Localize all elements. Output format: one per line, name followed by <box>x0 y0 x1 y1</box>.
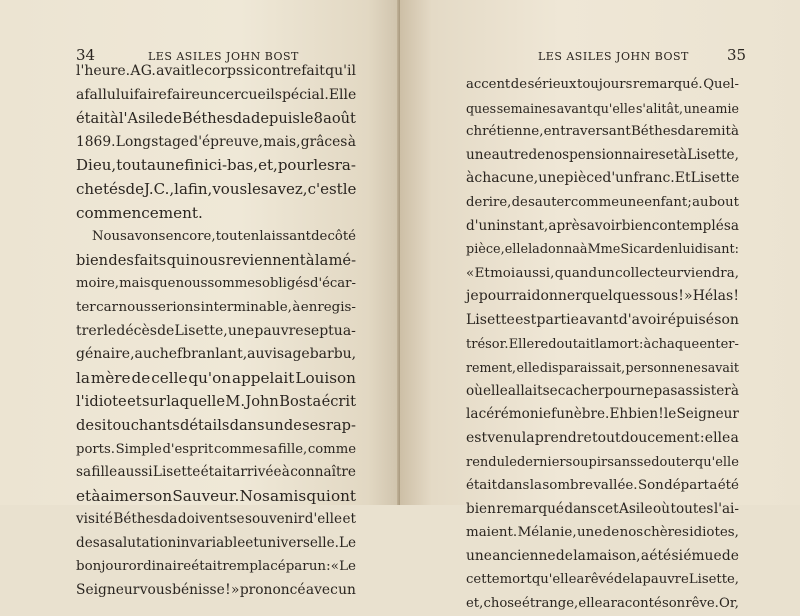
text-line: ports. Simple d'esprit comme sa fille, comme <box>76 441 356 457</box>
text-line: je pourrai donner quelques sous ! » Hélas ! <box>466 288 739 305</box>
text-line: à chacune, une pièce d'un franc. Et Lisette <box>466 170 740 187</box>
page-number: 35 <box>727 46 747 64</box>
text-line: trésor. Elle redoutait la mort : à chaque enter- <box>466 336 739 352</box>
left-page <box>0 0 400 599</box>
page-number: 34 <box>76 46 96 64</box>
text-line: maient. Mélanie, une de nos chères idiotes, <box>466 525 739 541</box>
text-line: la mère de celle qu'on appelait Louison <box>76 368 356 387</box>
text-line: a fallu lui faire faire un cercueil spécial. Elle <box>76 86 357 103</box>
text-line: rendu le dernier soupir sans se douter qu'elle <box>466 454 739 470</box>
text-line: et à aimer son Sauveur. Nos amis qui ont <box>76 486 356 505</box>
text-line: moire, mais que nous sommes obligés d'écar- <box>76 276 356 292</box>
text-line: commencement. <box>76 203 203 222</box>
text-line: visité Béthesda doivent se souvenir d'elle et <box>76 511 356 528</box>
text-line: ques semaines avant qu'elle s'alitât, une amie <box>466 100 739 116</box>
text-line: bonjour ordinaire était remplacé par un : « Le <box>76 559 356 575</box>
text-line: accent de sérieux toujours remarqué. Quel- <box>466 77 739 92</box>
text-line: ter car nous serions interminable, à enregis- <box>76 299 356 315</box>
text-line: une autre de nos pensionnaires et à Lisette, <box>466 146 739 163</box>
text-line: d'un instant, après avoir bien contemplé sa <box>466 217 739 234</box>
right-page <box>400 0 800 612</box>
text-line: de si touchants détails dans un de ses rap- <box>76 416 356 434</box>
text-line: pièce, elle la donna à Mme Sicard en lui disant : <box>466 242 739 258</box>
text-line: bien remarqué dans cet Asile où toutes l'ai- <box>466 500 739 517</box>
body-text <box>76 60 356 603</box>
text-line: Nous avons encore, tout en laissant de côté <box>92 229 356 245</box>
text-line: Lisette est partie avant d'avoir épuisé son <box>466 311 739 328</box>
text-line: chetés de J. C., la fin, vous le savez, c'est le <box>76 179 357 198</box>
text-line: est venu la prendre tout doucement : elle a <box>466 429 739 446</box>
text-line: l'idiote et sur laquelle M. John Bost a écrit <box>76 393 356 411</box>
text-line: rement, elle disparaissait, personne ne savait <box>466 360 739 376</box>
body-text <box>466 73 739 616</box>
running-head: LES ASILES JOHN BOST <box>148 50 299 63</box>
text-line: l'heure. A G. avait le corps si contrefait qu'il <box>76 63 356 79</box>
text-line: la cérémonie funèbre. Eh bien ! le Seigneur <box>466 406 739 423</box>
text-line: cette mort qu'elle a rêvé de la pauvre Lisette, <box>466 572 739 588</box>
text-line: de rire, de sauter comme une enfant ; au bout <box>466 194 739 210</box>
text-line: une ancienne de la maison, a été si émue de <box>466 547 739 564</box>
text-line: chrétienne, en traversant Béthesda remit à <box>466 124 739 140</box>
text-line: trer le décès de Lisette, une pauvre septua- <box>76 322 356 339</box>
text-line: 1869. Long stage d'épreuve, mais, grâces à <box>76 133 356 150</box>
text-line: et, chose étrange, elle a raconté son rêve. Or, <box>466 596 739 612</box>
text-line: était dans la sombre vallée. Son départ a été <box>466 478 739 494</box>
text-line: était à l'Asile de Béthesda depuis le 8 août <box>76 110 356 128</box>
text-line: où elle allait se cacher pour ne pas assister à <box>466 382 739 399</box>
text-line: sa fille aussi Lisette était arrivée à connaître <box>76 464 356 481</box>
text-line: de sa salutation invariable et universelle. Le <box>76 534 357 551</box>
text-line: génaire, au chef branlant, au visage barbu, <box>76 346 357 363</box>
text-line: Seigneur vous bénisse ! » prononcé avec un <box>76 582 356 599</box>
running-head: LES ASILES JOHN BOST <box>538 50 689 63</box>
text-line: bien des faits qui nous reviennent à la mé- <box>76 251 356 269</box>
text-line: « Et moi aussi, quand un collecteur viendra, <box>466 265 739 281</box>
text-line: Dieu, tout a une fin ici-bas, et, pour les ra- <box>76 156 356 175</box>
